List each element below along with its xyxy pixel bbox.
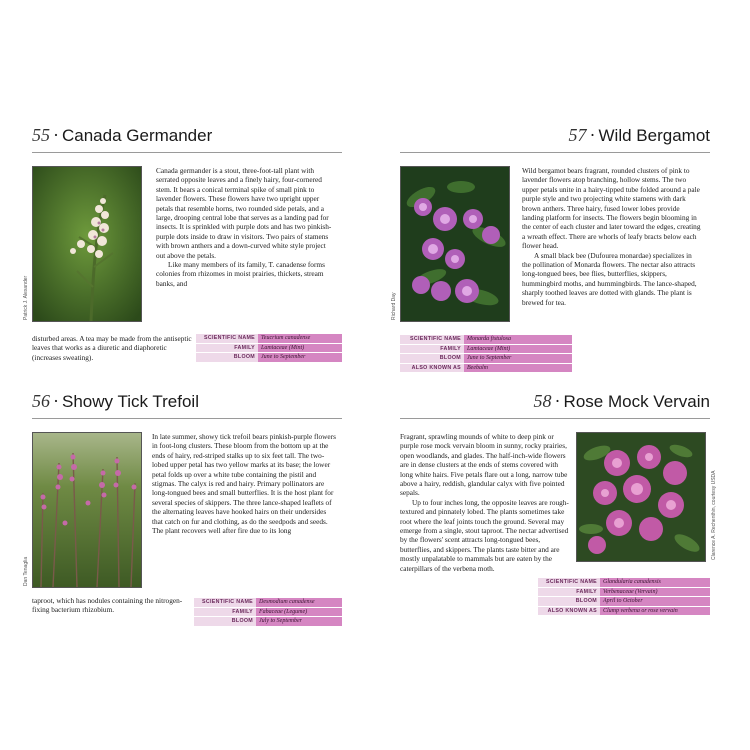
- photo-credit: Richard Day: [391, 292, 397, 320]
- entry-rose-mock-vervain: [400, 388, 717, 614]
- entry-number: 57: [568, 125, 587, 145]
- info-row: SCIENTIFIC NAME Glandularia canadensis: [538, 578, 710, 587]
- entry-body: [152, 432, 336, 535]
- entry-body-continued: disturbed areas. A tea may be made from the antiseptic leaves that works as a diuretic and diaphoretic (increases sweating).: [32, 334, 192, 362]
- entry-canada-germander: [23, 122, 342, 362]
- info-row: BLOOM July to September: [194, 617, 342, 627]
- entry-header: 56 · Showy Tick Trefoil: [32, 388, 342, 419]
- paragraph: In late summer, showy tick trefoil bears pinkish-purple flowers in foot-long clusters. These bloom from the bottom up at the ends of hairy, red-striped stalks up to six feet tall. The two-lobed upper petal has two yellow marks at its base; the lower petal folds up over a white tube containing the pistil and stigmas. The calyx is red and hairy. Primary pollinators are long-tongued bees and small butterflies. It is the host plant for several species of skippers. The three lance-shaped leaflets of the alternating leaves have hooked hairs on their undersides that catch on fur and clothing, as do the seedpods and seeds. The plant recovers well after fire due to its long: [152, 432, 336, 536]
- photo-credit: Clarence A. Rechenthin, courtesy USDA: [711, 470, 717, 560]
- vervain-photo: [576, 432, 706, 562]
- paragraph: Canada germander is a stout, three-foot-tall plant with serrated opposite leaves and a finely hairy, four-cornered stem. It bears a conical terminal spike of small pink to lavender flowers. These flowers have two upright upper petals that resemble horns, two rounded side petals, and a large, drooping central lobe that serves as a landing pad for insects. It is sprinkled with purple dots and has two pinkish-purple dots inside to draw in visitors. Two pairs of stamens with brown anthers and a down-curved white style project out above the petals.: [156, 166, 332, 260]
- tick-trefoil-photo: [32, 432, 142, 588]
- entry-header: 55 · Canada Germander: [32, 122, 342, 153]
- entry-body: [156, 166, 332, 288]
- info-table: [538, 578, 710, 616]
- entry-title: Canada Germander: [62, 126, 213, 145]
- info-table: [400, 335, 572, 373]
- paragraph: Fragrant, sprawling mounds of white to deep pink or purple rose mock vervain bloom in sunny, rocky prairies, open woodlands, and glades. The half-inch-wide flowers are in dense clusters at the ends of stems covered with long white hairs. Five petals flare out a long, narrow tube above a hairy, reddish, glandular calyx with five pointed sepals.: [400, 432, 568, 498]
- germander-photo: [32, 166, 142, 322]
- entry-body: [522, 166, 702, 307]
- info-table: [194, 598, 342, 627]
- entry-body-continued: taproot, which has nodules containing the nitrogen-fixing bacterium rhizobium.: [32, 596, 183, 615]
- paragraph: Up to four inches long, the opposite leaves are rough-textured and pinnately lobed. The plants sometimes take root where the leaf joints touch the ground. Several may emerge from a single, stout taproot. The nectar advertised by the flowers' scent attracts long-tongued bees, butterflies, and skippers. The plants taste bitter and are mostly unpalatable to mammals but are eaten by the caterpillars of the verbena moth.: [400, 497, 569, 573]
- info-row: SCIENTIFIC NAME Teucrium canadense: [196, 334, 342, 343]
- paragraph: Wild bergamot bears fragrant, rounded clusters of pink to lavender flowers atop branching, hollow stems. The two upper petals unite in a hairy-tipped tube folded around a pale purple style and two projecting white stamens with dark brown anthers. Three hairy, fused lower lobes provide landing platform for insects. The flowers begin blooming in the center of each cluster and later toward the edges, creating a wreath effect. There are whorls of leafy bracts below each flower head.: [522, 166, 701, 251]
- info-row: FAMILY Fabaceae (Legume): [194, 607, 342, 617]
- entry-header: 58 · Rose Mock Vervain: [400, 388, 710, 419]
- entry-title: Rose Mock Vervain: [563, 392, 710, 411]
- entry-showy-tick-trefoil: [23, 388, 342, 625]
- info-row: ALSO KNOWN AS Beebalm: [400, 363, 572, 373]
- entry-body: [400, 432, 572, 573]
- info-row: FAMILY Verbenaceae (Vervain): [538, 587, 710, 597]
- entry-title: Showy Tick Trefoil: [62, 392, 199, 411]
- entry-number: 55: [32, 125, 50, 145]
- info-table: [196, 334, 342, 363]
- info-row: BLOOM June to September: [400, 354, 572, 364]
- paragraph: A small black bee (Dufourea monardae) specializes in the pollination of Monarda flowers. The nectar also attracts long-tongued bees, bee flies, butterflies, skippers, hummingbird moths, and hummingbirds. The lance-shaped, sharply toothed leaves are dotted with glands. The plant is brewed for tea.: [522, 250, 697, 307]
- info-row: ALSO KNOWN AS Clump verbena or rose vervain: [538, 606, 710, 616]
- entry-wild-bergamot: [391, 122, 710, 371]
- photo-credit: Patrick J. Alexander: [23, 275, 29, 320]
- entry-number: 58: [533, 391, 552, 411]
- info-row: SCIENTIFIC NAME Monarda fistulosa: [400, 335, 572, 344]
- photo-credit: Dan Tenaglia: [23, 556, 29, 586]
- bergamot-photo: [400, 166, 510, 322]
- entry-number: 56: [32, 391, 50, 411]
- entry-header: 57 · Wild Bergamot: [400, 122, 710, 153]
- info-row: SCIENTIFIC NAME Desmodium canadense: [194, 598, 342, 607]
- paragraph: Like many members of its family, T. canadense forms colonies from rhizomes in moist prairies, thickets, stream banks, and: [156, 260, 325, 288]
- info-row: BLOOM April to October: [538, 597, 710, 607]
- info-row: FAMILY Lamiaceae (Mint): [196, 343, 342, 353]
- info-row: FAMILY Lamiaceae (Mint): [400, 344, 572, 354]
- entry-title: Wild Bergamot: [598, 126, 710, 145]
- info-row: BLOOM June to September: [196, 353, 342, 363]
